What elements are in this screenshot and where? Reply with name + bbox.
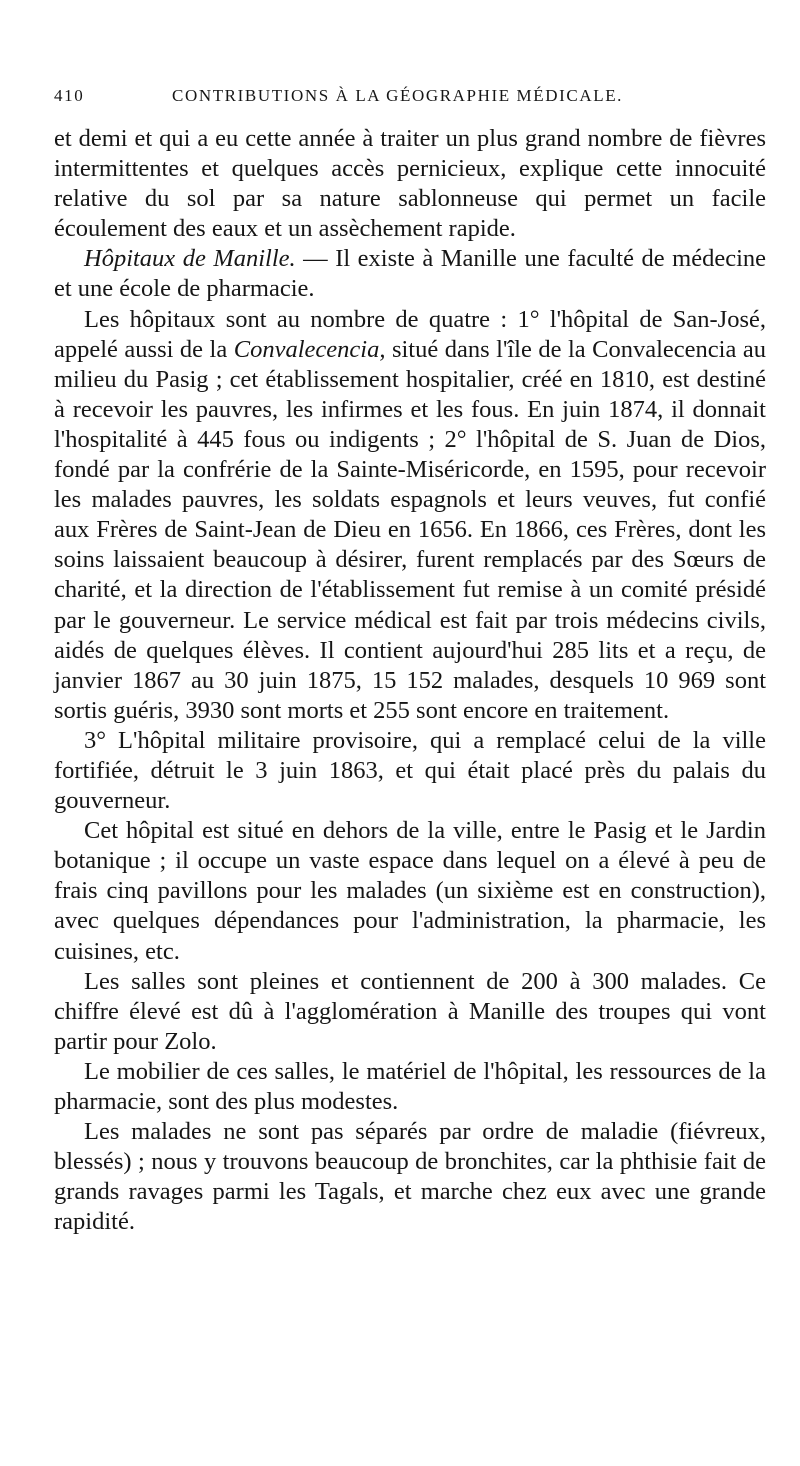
- paragraph-hopitaux-list: [54, 305, 766, 726]
- paragraph-mobilier: Le mobilier de ces salles, le matériel de l'hôpital, les ressources de la pharmacie, sont des plus modestes.: [54, 1057, 766, 1115]
- paragraph-text: situé dans l'île de la Convalecencia au milieu du Pasig ; cet établissement hospitalier, créé en 1810, est destiné à recevoir les pauvres, les infirmes et les fous. En juin 1874, il donnait l'hospitalité à 445 fous ou indigents ; 2° l'hôpital de S. Juan de Dios, fondé par la confrérie de la Sainte-Miséricorde, en 1595, pour recevoir les malades pauvres, les soldats espagnols et leurs veuves, fut confié aux Frères de Saint-Jean de Dieu en 1656. En 1866, ces Frères, dont les soins laissaient beaucoup à désirer, furent remplacés par des Sœurs de charité, et la direction de l'établissement fut remise à un comité présidé par le gouverneur. Le service médical est fait par trois médecins civils, aidés de quelques élèves. Il contient aujourd'hui 285 lits et a reçu, de janvier 1867 au 30 juin 1875, 15 152 malades, desquels 10 969 sont sortis guéris, 3930 sont morts et 255 sont encore en traitement.: [54, 335, 766, 724]
- running-title: CONTRIBUTIONS À LA GÉOGRAPHIE MÉDICALE.: [172, 86, 624, 105]
- paragraph-hopital-militaire: 3° L'hôpital militaire provisoire, qui a remplacé celui de la ville fortifiée, détruit le 3 juin 1863, et qui était placé près du palais du gouverneur.: [54, 726, 766, 815]
- section-heading-hopitaux-de-manille: Hôpitaux de Manille.: [84, 245, 296, 273]
- paragraph-malades: Les malades ne sont pas séparés par ordre de maladie (fiévreux, blessés) ; nous y trouvons beaucoup de bronchites, car la phthisie fait de grands ravages parmi les Tagals, et marche chez eux avec une grande rapidité.: [54, 1118, 766, 1236]
- book-page: [54, 84, 766, 1237]
- paragraph-salles: Les salles sont pleines et contiennent de 200 à 300 malades. Ce chiffre élevé est dû à l'agglomération à Manille des troupes qui vont partir pour Zolo.: [54, 967, 766, 1055]
- paragraph-situation: Cet hôpital est situé en dehors de la ville, entre le Pasig et le Jardin botanique ; il occupe un vaste espace dans lequel on a élevé à peu de frais cinq pavillons pour les malades (un sixième est en construction), avec quelques dépendances pour l'administration, la pharmacie, les cuisines, etc.: [54, 817, 766, 965]
- italic-term-convalecencia: Convalecencia,: [233, 335, 386, 363]
- body-text: [54, 124, 766, 1237]
- paragraph-text: — Il existe à Manille une faculté de médecine et une école de pharmacie.: [54, 245, 766, 303]
- paragraph-text: Les hôpitaux sont au nombre de quatre : 1° l'hôpital de San-José, appelé aussi de la: [54, 305, 766, 363]
- paragraph-continuation: et demi et qui a eu cette année à traiter un plus grand nombre de fièvres intermittentes et quelques accès pernicieux, explique cette innocuité relative du sol par sa nature sablonneuse qui permet un facile écoulement des eaux et un assèchement rapide.: [54, 125, 766, 243]
- paragraph-hopitaux-intro: [54, 244, 766, 304]
- running-header: [54, 84, 766, 124]
- page-number: 410: [54, 86, 85, 105]
